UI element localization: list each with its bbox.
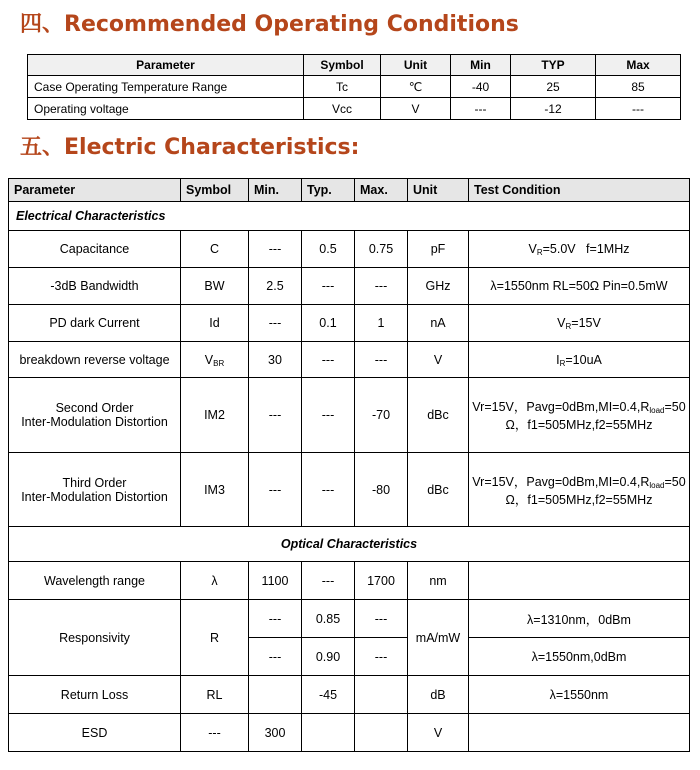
cell-max: 0.75 [355, 231, 408, 268]
cell-min: --- [451, 98, 511, 120]
cell-max [355, 676, 408, 714]
cell-condition [469, 342, 690, 378]
cell-symbol: IM3 [181, 453, 249, 527]
cond-subscript: R [559, 358, 566, 368]
cell-typ: 0.85 [302, 600, 355, 638]
cell-min: 300 [249, 714, 302, 752]
cell-parameter: PD dark Current [9, 305, 181, 342]
cell-parameter: Return Loss [9, 676, 181, 714]
cell-typ: --- [302, 342, 355, 378]
header-min: Min [451, 55, 511, 76]
table-row [9, 305, 690, 342]
table-row [9, 342, 690, 378]
cell-unit: nA [408, 305, 469, 342]
cell-max: 1700 [355, 562, 408, 600]
cell-symbol: IM2 [181, 378, 249, 453]
cell-unit: mA/mW [408, 600, 469, 676]
param-line: Third Order [62, 475, 127, 490]
section-row-optical [9, 527, 690, 562]
cell-unit: GHz [408, 268, 469, 305]
table-row [9, 453, 690, 527]
cell-unit: pF [408, 231, 469, 268]
cond-text: =50 [664, 474, 686, 489]
cell-min: --- [249, 305, 302, 342]
cell-unit: V [381, 98, 451, 120]
cond-subscript: load [649, 480, 665, 490]
cell-symbol: BW [181, 268, 249, 305]
cell-typ: 25 [511, 76, 596, 98]
header-min: Min. [249, 179, 302, 202]
cell-max: 85 [596, 76, 681, 98]
cell-min: 1100 [249, 562, 302, 600]
section-5-title: 五、Electric Characteristics: [20, 135, 360, 160]
header-test-condition: Test Condition [469, 179, 690, 202]
table-row [28, 76, 681, 98]
cell-typ: --- [302, 268, 355, 305]
table-row [9, 714, 690, 752]
cell-parameter: Capacitance [9, 231, 181, 268]
cell-condition: λ=1550nm RL=50Ω Pin=0.5mW [469, 268, 690, 305]
cell-symbol: Tc [304, 76, 381, 98]
cell-typ: --- [302, 562, 355, 600]
cell-parameter: Responsivity [9, 600, 181, 676]
cell-condition [469, 714, 690, 752]
cell-symbol: Vcc [304, 98, 381, 120]
cell-min: --- [249, 600, 302, 638]
section-row-electrical [9, 202, 690, 231]
cond-text: V [557, 316, 566, 330]
symbol-subscript: BR [213, 358, 225, 368]
cell-condition [469, 305, 690, 342]
cell-max: --- [596, 98, 681, 120]
section-4-title: 四、Recommended Operating Conditions [20, 12, 519, 37]
cell-parameter: breakdown reverse voltage [9, 342, 181, 378]
cell-parameter: Wavelength range [9, 562, 181, 600]
cell-min: -40 [451, 76, 511, 98]
header-unit: Unit [381, 55, 451, 76]
cell-min [249, 676, 302, 714]
cell-parameter: Case Operating Temperature Range [28, 76, 304, 98]
cell-max: --- [355, 600, 408, 638]
table-header-row [9, 179, 690, 202]
table-row [9, 378, 690, 453]
cond-text: Vr=15V，Pavg=0dBm,MI=0.4,R [472, 400, 650, 414]
cond-text: =5.0V f=1MHz [542, 242, 630, 256]
header-symbol: Symbol [304, 55, 381, 76]
cell-min: 2.5 [249, 268, 302, 305]
cell-max [355, 714, 408, 752]
cell-min: --- [249, 378, 302, 453]
cond-text: V [528, 242, 537, 256]
cell-typ: -12 [511, 98, 596, 120]
cond-text: I [556, 352, 560, 367]
cond-text: =50 [664, 400, 686, 414]
cell-typ: 0.90 [302, 638, 355, 676]
cell-condition [469, 378, 690, 453]
cell-symbol: λ [181, 562, 249, 600]
cell-condition [469, 562, 690, 600]
cell-max: -70 [355, 378, 408, 453]
cell-symbol [181, 342, 249, 378]
param-line: Inter-Modulation Distortion [21, 415, 168, 429]
cell-unit: dBc [408, 378, 469, 453]
header-symbol: Symbol [181, 179, 249, 202]
cell-max: --- [355, 342, 408, 378]
optical-characteristics-label: Optical Characteristics [9, 527, 690, 562]
operating-conditions-table [27, 54, 681, 120]
cell-condition [469, 453, 690, 527]
cell-min: --- [249, 638, 302, 676]
cell-symbol: --- [181, 714, 249, 752]
electrical-characteristics-label: Electrical Characteristics [9, 202, 690, 231]
cell-max: --- [355, 638, 408, 676]
cell-typ: --- [302, 453, 355, 527]
cond-text: =15V [571, 316, 601, 330]
header-parameter: Parameter [9, 179, 181, 202]
cell-max: -80 [355, 453, 408, 527]
cell-min: --- [249, 231, 302, 268]
header-max: Max [596, 55, 681, 76]
header-typ: TYP [511, 55, 596, 76]
header-unit: Unit [408, 179, 469, 202]
cell-typ: 0.1 [302, 305, 355, 342]
table-row [28, 98, 681, 120]
cond-subscript: load [649, 406, 665, 415]
cell-typ [302, 714, 355, 752]
cell-min: 30 [249, 342, 302, 378]
header-max: Max. [355, 179, 408, 202]
cell-parameter [9, 378, 181, 453]
cell-min: --- [249, 453, 302, 527]
cell-symbol: C [181, 231, 249, 268]
table-row [9, 676, 690, 714]
cell-typ: --- [302, 378, 355, 453]
cell-condition: λ=1550nm [469, 676, 690, 714]
cond-text: Vr=15V，Pavg=0dBm,MI=0.4,R [472, 474, 650, 489]
cell-unit: nm [408, 562, 469, 600]
cell-parameter: ESD [9, 714, 181, 752]
cell-typ: 0.5 [302, 231, 355, 268]
cell-parameter: -3dB Bandwidth [9, 268, 181, 305]
cell-max: --- [355, 268, 408, 305]
table-row [9, 562, 690, 600]
cell-symbol: RL [181, 676, 249, 714]
cell-parameter: Operating voltage [28, 98, 304, 120]
cell-symbol: Id [181, 305, 249, 342]
electric-characteristics-table [8, 178, 690, 752]
cell-unit: V [408, 714, 469, 752]
cell-symbol: R [181, 600, 249, 676]
cell-condition: λ=1550nm,0dBm [469, 638, 690, 676]
cell-unit: dB [408, 676, 469, 714]
cond-text: =10uA [565, 352, 602, 367]
param-line: Inter-Modulation Distortion [21, 489, 168, 504]
cell-condition [469, 231, 690, 268]
cond-line: Ω，f1=505MHz,f2=55MHz [505, 418, 653, 432]
table-row [9, 600, 690, 638]
cell-condition: λ=1310nm，0dBm [469, 600, 690, 638]
param-line: Second Order [55, 401, 134, 415]
cell-unit: dBc [408, 453, 469, 527]
header-typ: Typ. [302, 179, 355, 202]
table-row [9, 231, 690, 268]
cell-max: 1 [355, 305, 408, 342]
cell-unit: V [408, 342, 469, 378]
cond-subscript: R [565, 322, 572, 331]
cell-typ: -45 [302, 676, 355, 714]
symbol-text: V [204, 352, 214, 367]
table-row [9, 268, 690, 305]
cell-unit: ℃ [381, 76, 451, 98]
cell-parameter [9, 453, 181, 527]
header-parameter: Parameter [28, 55, 304, 76]
cond-line: Ω，f1=505MHz,f2=55MHz [505, 492, 653, 507]
table-header-row [28, 55, 681, 76]
cond-subscript: R [536, 248, 543, 257]
